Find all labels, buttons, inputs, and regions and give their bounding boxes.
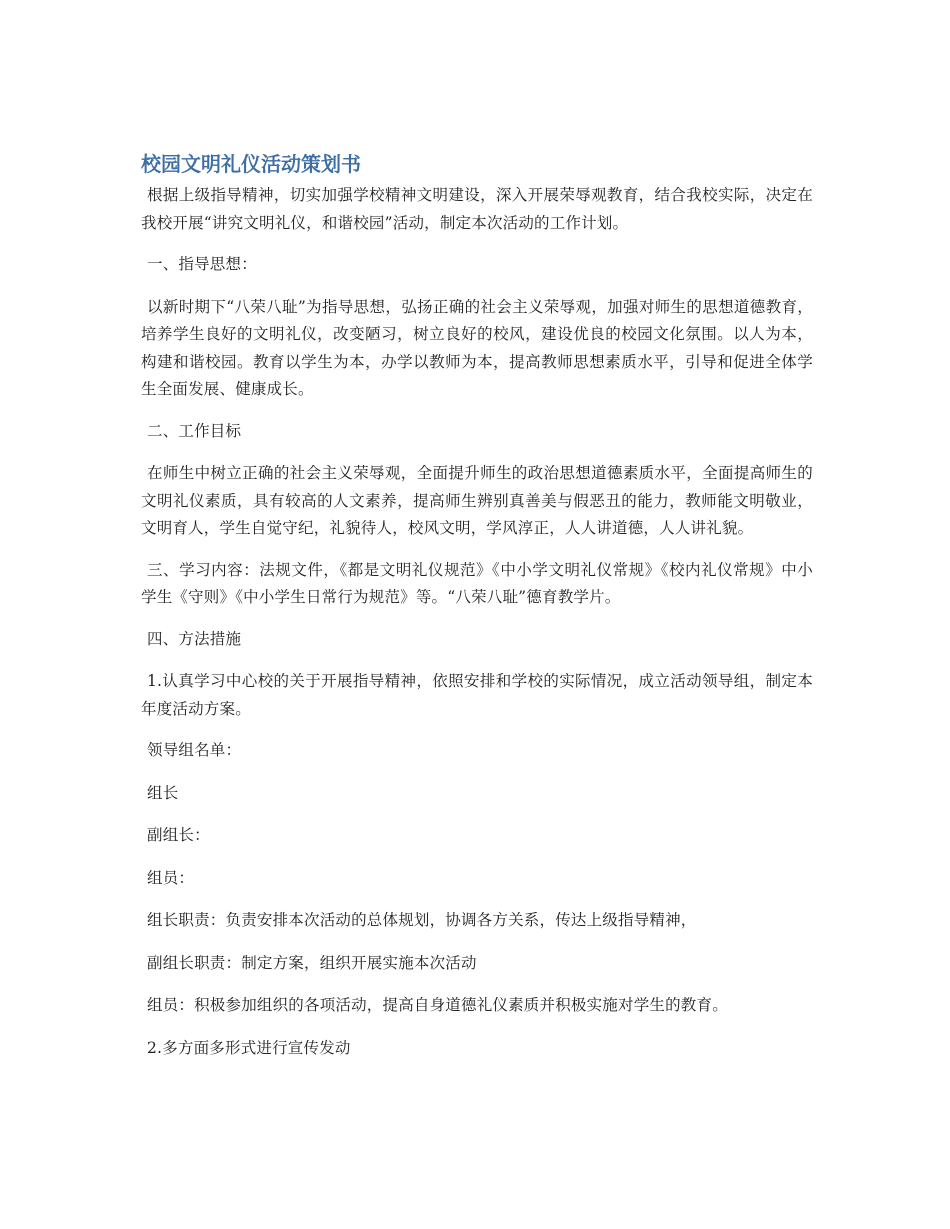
members-line: 组员：	[147, 868, 195, 887]
document-body	[141, 150, 813, 1077]
section-heading-work-goals: 二、工作目标	[147, 421, 242, 440]
document-title: 校园文明礼仪活动策划书	[141, 152, 361, 176]
leadership-list-label: 领导组名单：	[147, 741, 242, 759]
deputy-leader-line: 副组长：	[147, 826, 210, 844]
section-heading-guiding-ideology: 一、指导思想：	[147, 255, 257, 273]
method-item-1: 1.认真学习中心校的关于开展指导精神，依照安排和学校的实际情况，成立活动领导组，制定本年度活动方案。	[141, 672, 813, 718]
leader-line: 组长	[147, 783, 179, 802]
work-goals-paragraph: 在师生中树立正确的社会主义荣辱观，全面提升师生的政治思想道德素质水平，全面提高师生的文明礼仪素质，具有较高的人文素养，提高师生辨别真善美与假恶丑的能力，教师能文明敬业，文明育人，学生自觉守纪，礼貌待人，校风文明，学风淳正，人人讲道德，人人讲礼貌。	[141, 464, 813, 537]
guiding-ideology-paragraph: 以新时期下“八荣八耻”为指导思想，弘扬正确的社会主义荣辱观，加强对师生的思想道德教育，培养学生良好的文明礼仪，改变陋习，树立良好的校风，建设优良的校园文化氛围。以人为本，构建和谐校园。教育以学生为本，办学以教师为本，提高教师思想素质水平，引导和促进全体学生全面发展、健康成长。	[141, 297, 813, 398]
study-content-paragraph: 三、学习内容：法规文件，《都是文明礼仪规范》《中小学文明礼仪常规》《校内礼仪常规》中小学生《守则》《中小学生日常行为规范》等。“八荣八耻”德育教学片。	[141, 560, 813, 606]
intro-paragraph: 根据上级指导精神，切实加强学校精神文明建设，深入开展荣辱观教育，结合我校实际，决定在我校开展“讲究文明礼仪，和谐校园”活动，制定本次活动的工作计划。	[141, 186, 813, 232]
member-duties-line: 组员：积极参加组织的各项活动，提高自身道德礼仪素质并积极实施对学生的教育。	[147, 996, 728, 1014]
method-item-2: 2.多方面多形式进行宣传发动	[147, 1038, 351, 1057]
section-heading-methods: 四、方法措施	[147, 629, 242, 648]
leader-duties-line: 组长职责：负责安排本次活动的总体规划，协调各方关系，传达上级指导精神，	[147, 911, 697, 929]
deputy-duties-line: 副组长职责：制定方案，组织开展实施本次活动	[147, 953, 477, 972]
